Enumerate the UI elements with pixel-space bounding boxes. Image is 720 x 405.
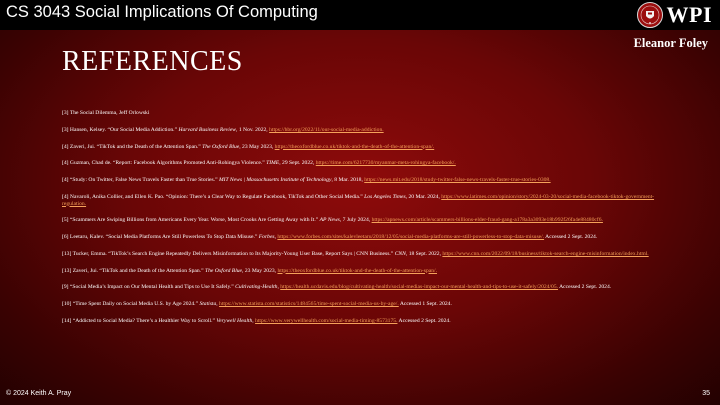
page-title: REFERENCES	[62, 46, 243, 77]
reference-text: [9] “Social Media’s Impact on Our Mental Health and Tips to Use It Safely.”	[62, 284, 236, 291]
reference-link[interactable]: https://www.latimes.com/opinion/story/2024-03-20/social-media-facebook-tiktok-government-regulation.	[62, 193, 655, 207]
header-bar	[0, 0, 720, 30]
reference-source: Los Angeles Times	[364, 193, 406, 200]
reference-date: , 23 May 2023,	[239, 143, 275, 150]
reference-text: [5] “Scammers Are Swiping Billions from Americans Every Year. Worse, Most Crooks Are Getting Away with It.”	[62, 217, 320, 224]
reference-item	[62, 127, 662, 134]
reference-link[interactable]: https://www.cnn.com/2022/09/18/business/tiktok-search-engine-misinformation/index.html.	[442, 250, 649, 257]
reference-item	[62, 251, 662, 258]
reference-accessed: Accessed 2 Sept. 2024.	[544, 234, 598, 241]
reference-date: ,	[216, 301, 220, 308]
reference-text: [13] Tucker, Emma. “TikTok’s Search Engine Repeatedly Delivers Misinformation to Its Majority-Young User Base, Report Says | CNN Business.”	[62, 250, 395, 257]
logo-text: WPI	[666, 2, 712, 27]
reference-text: [10] “Time Spent Daily on Social Media U.S. by Age 2024.”	[62, 301, 200, 308]
reference-item	[62, 318, 662, 325]
reference-link[interactable]: https://time.com/6217730/myanmar-meta-rohingya-facebook/.	[315, 160, 456, 167]
reference-link[interactable]: https://theoxfordblue.co.uk/tiktok-and-the-death-of-the-attention-span/.	[274, 143, 435, 150]
course-title: CS 3043 Social Implications Of Computing	[6, 3, 318, 21]
reference-item	[62, 144, 662, 151]
reference-source: Cultivating-Health	[235, 284, 278, 291]
reference-text: [4] Navaroli, Anika Collier, and Ellen K. Pao. “Opinion: There’s a Clear Way to Regulate Facebook, TikTok and Other Social Media.”	[62, 193, 365, 200]
reference-item	[62, 268, 662, 275]
reference-date: , 20 Mar. 2024,	[405, 193, 442, 200]
references-list	[62, 110, 662, 335]
reference-item	[62, 217, 662, 224]
reference-item	[62, 177, 662, 184]
reference-item	[62, 110, 662, 117]
page-number: 35	[702, 390, 710, 397]
reference-date: , 7 July 2024,	[339, 217, 372, 224]
reference-accessed: Accessed 2 Sept. 2024.	[558, 284, 612, 291]
reference-item	[62, 234, 662, 241]
reference-source: AP News	[319, 217, 340, 224]
reference-source: MIT News | Massachusetts Institute of Technology	[218, 177, 332, 184]
author-name: Eleanor Foley	[633, 36, 708, 50]
reference-date: , 1 Nov. 2022,	[236, 126, 270, 133]
reference-source: The Oxford Blue	[204, 267, 243, 274]
reference-date: ,	[274, 234, 278, 241]
reference-item	[62, 194, 662, 207]
reference-link[interactable]: https://health.ucdavis.edu/blog/cultivating-health/social-medias-impact-our-mental-health-and-tips-to-use-it-safely/2024/05.	[280, 284, 559, 291]
reference-date: , 29 Sept. 2022,	[279, 160, 316, 167]
reference-text: [6] Leetaru, Kalev. “Social Media Platforms Are Still Powerless To Stop Data Misuse.”	[62, 234, 259, 241]
reference-link[interactable]: https://news.mit.edu/2018/study-twitter-false-news-travels-faster-true-stories-0308.	[364, 177, 551, 184]
reference-date: , 23 May 2023,	[242, 267, 278, 274]
reference-date: ,	[252, 317, 256, 324]
reference-source: Verywell Health	[216, 317, 253, 324]
reference-text: [4] “Study: On Twitter, False News Travels Faster than True Stories.”	[62, 177, 219, 184]
reference-link[interactable]: https://theoxfordblue.co.uk/tiktok-and-the-death-of-the-attention-span/.	[277, 267, 437, 274]
reference-date: ,	[277, 284, 281, 291]
reference-link[interactable]: https://www.verywellhealth.com/social-media-timing-8573175.	[255, 317, 398, 324]
reference-source: Forbes	[258, 234, 275, 241]
reference-accessed: Accessed 2 Sept. 2024.	[397, 317, 451, 324]
reference-link[interactable]: https://apnews.com/article/scammers-billions-elder-fraud-gang-a178a3a3093e18b992f26fa4e88480cf6.	[371, 217, 603, 224]
reference-source: The Oxford Blue	[202, 143, 240, 150]
reference-accessed: Accessed 1 Sept. 2024.	[398, 301, 452, 308]
reference-item	[62, 284, 662, 291]
reference-text: [3] The Social Dilemma, Jeff Orlowski	[62, 110, 150, 116]
reference-link[interactable]: https://www.forbes.com/sites/kalevleetaru/2018/12/05/social-media-platforms-are-still-powerless-to-stop-data-misuse/.	[277, 234, 545, 241]
reference-text: [4] Guzman, Chad de. “Report: Facebook Algorithms Promoted Anti-Rohingya Violence.”	[62, 160, 267, 167]
reference-source: TIME	[266, 160, 280, 167]
reference-text: [3] Hansen, Kelsey. “Our Social Media Addiction.”	[62, 126, 179, 133]
reference-source: Statista	[199, 301, 217, 308]
wpi-logo	[637, 1, 713, 29]
reference-text: [4] Zaveri, Jui. “TikTok and the Death of the Attention Span.”	[62, 143, 203, 150]
seal-icon	[637, 2, 663, 28]
reference-text: [13] Zaveri, Jui. “TikTok and the Death of the Attention Span.”	[62, 267, 205, 274]
reference-date: , 18 Sept. 2022,	[405, 250, 443, 257]
reference-item	[62, 301, 662, 308]
reference-text: [14] “Addicted to Social Media? There’s a Healthier Way to Scroll.”	[62, 317, 217, 324]
reference-link[interactable]: https://hbr.org/2022/11/our-social-media-addiction.	[269, 126, 384, 133]
reference-date: , 8 Mar. 2018,	[331, 177, 365, 184]
reference-source: CNN	[394, 250, 406, 257]
copyright: © 2024 Keith A. Pray	[6, 390, 72, 397]
reference-item	[62, 160, 662, 167]
reference-link[interactable]: https://www.statista.com/statistics/1484565/time-spent-social-media-us-by-age/.	[219, 301, 399, 308]
reference-source: Harvard Business Review	[178, 126, 237, 133]
